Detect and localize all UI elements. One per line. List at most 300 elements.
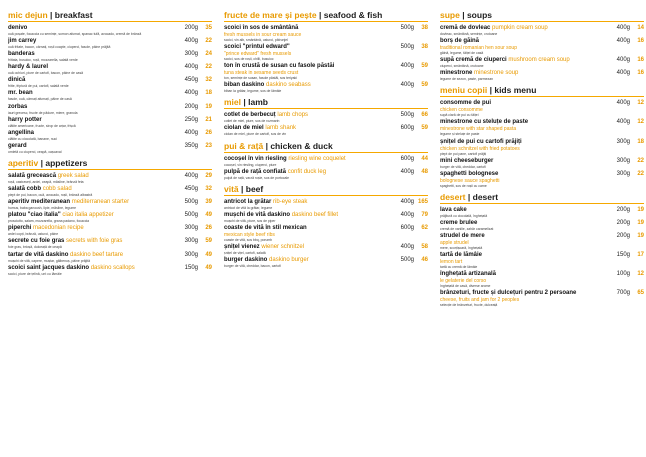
menu-item-description: ouă ochiuri, piure de cartofi, bacon, pâine de casă bbox=[8, 71, 84, 76]
menu-item-description: piept de pui, bacon, ouă, avocado, roșii, brânză albastră bbox=[8, 193, 93, 198]
menu-item-description: burger de vită, cheddar, bacon, cartofi bbox=[224, 264, 281, 269]
menu-item-subtitle: le gelaterie del corso bbox=[440, 278, 487, 285]
menu-item-description: clătite americane, fructe, sirop de arțar, frișcă bbox=[8, 123, 76, 128]
section-title-separator: | bbox=[465, 191, 473, 202]
menu-item-price: 19 bbox=[637, 206, 644, 213]
menu-item-row bbox=[440, 251, 644, 259]
menu-item-row bbox=[224, 155, 428, 163]
menu-item bbox=[440, 69, 644, 81]
menu-item-description: cotlet de miel, piure, sos de rozmarin bbox=[224, 119, 280, 124]
menu-item-name bbox=[440, 157, 604, 165]
menu-item-name-ro: gerard bbox=[8, 142, 27, 149]
section-title-en: kids menu bbox=[494, 85, 537, 96]
menu-item-subtitle: lemon tart bbox=[440, 259, 463, 266]
menu-item-name bbox=[224, 62, 388, 70]
menu-item-name-ro: scoici în sos de smântână bbox=[224, 25, 299, 31]
menu-item-price: 14 bbox=[637, 25, 644, 31]
menu-item-description: fritte, friptură de pui, cartofi, salată verde bbox=[8, 84, 69, 89]
menu-item bbox=[8, 264, 212, 276]
menu-item-description: frittata, busuioc, roșii, mozzarella, salată verde bbox=[8, 58, 78, 63]
menu-item bbox=[8, 172, 212, 184]
section-title-ro: fructe de mare și pește bbox=[224, 10, 317, 20]
menu-item-name-en: riesling wine coquelet bbox=[288, 155, 346, 162]
menu-item-quantity: 400g bbox=[184, 129, 198, 136]
menu-item-quantity: 600g bbox=[400, 155, 414, 162]
menu-item-description: clătite cu ciocolată, banane, nuci bbox=[8, 136, 58, 141]
menu-item bbox=[440, 270, 644, 288]
menu-item-row bbox=[440, 232, 644, 240]
menu-section bbox=[224, 184, 428, 268]
section-title-en: soups bbox=[466, 10, 492, 20]
menu-item-description: roșii, castraveți, ardei, ceapă, măsline, brânză feta bbox=[8, 179, 84, 184]
menu-item bbox=[440, 138, 644, 156]
menu-item bbox=[440, 251, 644, 269]
menu-item-name bbox=[8, 185, 172, 193]
menu-item-price: 32 bbox=[205, 186, 212, 193]
menu-item-name-en: greek salad bbox=[57, 172, 89, 179]
menu-item bbox=[8, 89, 212, 101]
menu-item-row bbox=[8, 224, 212, 232]
menu-item-description: tartă cu cremă de lămâie bbox=[440, 265, 478, 270]
menu-item-description: legume de sezon, paste, parmezan bbox=[440, 77, 493, 82]
menu-item-row bbox=[8, 237, 212, 245]
menu-item-name bbox=[440, 251, 604, 259]
menu-item-name-ro: zorbas bbox=[8, 103, 28, 110]
menu-item-row bbox=[224, 43, 428, 51]
menu-item-name bbox=[440, 118, 604, 126]
menu-item-quantity: 300g bbox=[616, 138, 630, 145]
menu-item-subtitle: fresh mussels in sour cream sauce bbox=[224, 32, 302, 38]
menu-item-quantity: 400g bbox=[400, 63, 414, 70]
menu-item-quantity: 400g bbox=[400, 211, 414, 218]
section-title-ro: miel bbox=[224, 97, 242, 108]
section-title-ro: mic dejun bbox=[8, 10, 48, 20]
menu-item-description: ouă poșate, focaccia cu semințe, somon afumat, spanac tufă, avocado, cremă de brânză bbox=[8, 32, 142, 36]
menu-item-quantity: 400g bbox=[400, 198, 414, 205]
menu-item-description: prosciutto, salam, mozzarella, grana padano, focaccia bbox=[8, 219, 90, 224]
menu-item-price: 38 bbox=[421, 25, 428, 31]
menu-item-subtitle: minestrone with star shaped pasta bbox=[440, 126, 517, 133]
menu-item-row bbox=[440, 270, 644, 278]
menu-item-row bbox=[8, 116, 212, 124]
menu-item bbox=[440, 157, 644, 169]
menu-item-name-ro: hardy & laurel bbox=[8, 64, 49, 71]
section-title-en: lamb bbox=[248, 97, 268, 108]
menu-item-name-en: macedonian recipe bbox=[33, 225, 84, 232]
menu-item-name-ro: înghețată artizanală bbox=[440, 271, 497, 278]
menu-item-name-ro: strudel de mere bbox=[440, 233, 485, 240]
menu-item-price: 49 bbox=[205, 264, 212, 271]
menu-item-price: 22 bbox=[205, 38, 212, 45]
menu-item-name-en: secrets with foie gras bbox=[66, 238, 123, 245]
menu-item-name-en: daskino seabass bbox=[266, 82, 311, 89]
section-heading bbox=[440, 85, 644, 97]
menu-item-subtitle: traditional romanian hen sour soup bbox=[440, 45, 517, 52]
menu-item-name-en: lamb chops bbox=[277, 112, 309, 119]
menu-item-description: antricot de vită la grătar, legume bbox=[224, 205, 273, 210]
section-title-separator: | bbox=[241, 97, 249, 108]
menu-item-name-ro: borș de găină bbox=[440, 38, 480, 45]
menu-item-name bbox=[224, 224, 388, 232]
section-heading bbox=[224, 141, 428, 153]
menu-item bbox=[224, 111, 428, 123]
menu-item-name-en: wiener schnitzel bbox=[261, 244, 305, 251]
menu-item-price: 59 bbox=[205, 238, 212, 245]
menu-item-name bbox=[8, 37, 172, 45]
menu-section bbox=[440, 192, 644, 308]
menu-item-row bbox=[8, 50, 212, 58]
menu-item-name-ro: antricot la grătar bbox=[224, 198, 272, 205]
menu-item-price: 62 bbox=[421, 224, 428, 231]
menu-item-description: mușchi de vită, capere, muștar, gălbenuș, pâine prăjită bbox=[8, 258, 90, 263]
menu-item bbox=[8, 103, 212, 115]
menu-item-price: 12 bbox=[637, 271, 644, 278]
menu-item-name bbox=[224, 43, 388, 51]
menu-item-row bbox=[224, 81, 428, 89]
menu-item-quantity: 200g bbox=[616, 233, 630, 240]
menu-item-name-ro: platou "ciao italia" bbox=[8, 212, 61, 219]
menu-item-row bbox=[440, 118, 644, 126]
menu-item-name-en: confit duck leg bbox=[287, 168, 327, 175]
menu-item-description: pulpă de rață, varză roșie, sos de portocale bbox=[224, 175, 290, 180]
menu-item-quantity: 500g bbox=[400, 112, 414, 119]
menu-item-name-en: daskino burger bbox=[269, 257, 309, 264]
menu-section bbox=[440, 85, 644, 187]
menu-item-name-en: daskino beef tartare bbox=[70, 251, 124, 258]
menu-item-quantity: 400g bbox=[616, 119, 630, 126]
menu-item-name bbox=[440, 219, 604, 227]
menu-item-description: mușchi de vită, piure, sos de piper bbox=[224, 218, 276, 223]
menu-item-description: ouă fritate, bacon, cârnați, roșii coapte, ciuperci, fasole, pâine prăjită bbox=[8, 45, 111, 50]
menu-item-name bbox=[8, 237, 172, 245]
menu-item-price: 12 bbox=[637, 119, 644, 126]
menu-item bbox=[224, 224, 428, 242]
menu-item-name-en: cobb salad bbox=[42, 186, 72, 193]
menu-item-name-ro: aperitiv mediteranean bbox=[8, 199, 71, 206]
section-title-en: beef bbox=[245, 183, 264, 194]
menu-item-row bbox=[224, 124, 428, 132]
menu-item-name bbox=[8, 50, 172, 58]
menu-item-price: 19 bbox=[205, 103, 212, 110]
menu-item-row bbox=[8, 172, 212, 180]
menu-item-row bbox=[8, 89, 212, 97]
section-heading bbox=[440, 10, 644, 22]
menu-item-quantity: 200g bbox=[616, 219, 630, 226]
menu-item-quantity: 400g bbox=[616, 57, 630, 64]
menu-item-name-en: lamb shank bbox=[265, 125, 297, 132]
menu-item bbox=[440, 206, 644, 218]
menu-item bbox=[8, 37, 212, 49]
menu-item-quantity: 500g bbox=[400, 25, 414, 31]
section-title-ro: vită bbox=[224, 183, 239, 194]
menu-item bbox=[440, 56, 644, 68]
menu-section bbox=[8, 158, 212, 276]
menu-item-row bbox=[440, 219, 644, 227]
menu-item-description: cocoșel, vin riesling, ciuperci, piure bbox=[224, 162, 277, 167]
menu-item-name-ro: lava cake bbox=[440, 206, 467, 213]
menu-item-price: 32 bbox=[205, 77, 212, 84]
menu-item-description: ardei copți, brânză, usturoi, pâine bbox=[8, 232, 59, 237]
menu-item-row bbox=[440, 289, 644, 297]
section-heading bbox=[8, 10, 212, 22]
menu-item-description: ton, semințe de susan, fasole păstăi, sos teriyaki bbox=[224, 76, 297, 81]
menu-item-price: 23 bbox=[205, 142, 212, 149]
menu-item-row bbox=[440, 157, 644, 165]
menu-item-price: 165 bbox=[417, 198, 428, 205]
menu-item-price: 58 bbox=[421, 244, 428, 251]
menu-item bbox=[8, 185, 212, 197]
menu-item-subtitle: "prince edward" fresh mussels bbox=[224, 51, 292, 58]
section-heading bbox=[440, 192, 644, 204]
menu-item bbox=[8, 24, 212, 36]
menu-item-row bbox=[440, 37, 644, 45]
menu-item-row bbox=[440, 138, 644, 146]
menu-item-name bbox=[8, 264, 172, 272]
menu-item-price: 21 bbox=[205, 116, 212, 123]
menu-section bbox=[224, 10, 428, 93]
menu-item-row bbox=[440, 170, 644, 178]
menu-item-name-ro: salată grecească bbox=[8, 172, 57, 179]
menu-item-subtitle: tuna steak in sesame seeds crust bbox=[224, 70, 299, 77]
menu-section bbox=[8, 10, 212, 154]
menu-item-quantity: 150g bbox=[616, 252, 630, 259]
menu-item-name bbox=[224, 111, 388, 119]
menu-item-name bbox=[224, 211, 388, 219]
menu-item bbox=[224, 24, 428, 42]
menu-item-description: șnițel de vițel, cartofi, salată bbox=[224, 251, 266, 256]
menu-item-row bbox=[440, 56, 644, 64]
section-title-en: breakfast bbox=[54, 10, 93, 20]
menu-item-quantity: 400g bbox=[616, 25, 630, 31]
menu-item-name-ro: șnițel de pui cu cartofi prăjiți bbox=[440, 138, 522, 145]
menu-item-name bbox=[224, 155, 388, 163]
menu-item-price: 38 bbox=[421, 44, 428, 51]
menu-item-name bbox=[8, 103, 172, 111]
menu-item-name-en: ciao italia appetizer bbox=[62, 212, 114, 219]
menu-item-quantity: 400g bbox=[400, 168, 414, 175]
menu-item-row bbox=[440, 206, 644, 214]
menu-column-3 bbox=[440, 10, 644, 453]
menu-item-name bbox=[440, 270, 604, 278]
menu-item bbox=[8, 198, 212, 210]
menu-item-name-ro: piperchi bbox=[8, 225, 32, 232]
menu-item-price: 17 bbox=[637, 252, 644, 259]
menu-item-name-ro: angellina bbox=[8, 129, 35, 136]
menu-item-row bbox=[8, 63, 212, 71]
menu-item-subtitle: mexican style beef ribs bbox=[224, 231, 275, 238]
menu-item-description: scoici, vin alb, smântână, usturoi, pătrunjel bbox=[224, 38, 288, 42]
menu-item-name-ro: consomme de pui bbox=[440, 100, 492, 107]
menu-item-quantity: 450g bbox=[184, 186, 198, 193]
menu-item-row bbox=[224, 224, 428, 232]
menu-item-price: 48 bbox=[421, 168, 428, 175]
menu-item-quantity: 200g bbox=[616, 206, 630, 213]
menu-item bbox=[224, 155, 428, 167]
menu-item-quantity: 600g bbox=[400, 125, 414, 132]
menu-item-name-ro: tartă de lămâie bbox=[440, 252, 483, 259]
menu-item-price: 49 bbox=[205, 212, 212, 219]
menu-item-description: scoici, sos de roșii, chilli, busuioc bbox=[224, 57, 274, 62]
section-heading bbox=[8, 158, 212, 170]
menu-item-quantity: 200g bbox=[184, 25, 198, 31]
section-title-separator: | bbox=[263, 140, 271, 151]
menu-column-1 bbox=[8, 10, 212, 453]
menu-item-price: 49 bbox=[205, 251, 212, 258]
menu-item-subtitle: chicken schnitzel with fried potatoes bbox=[440, 145, 520, 152]
menu-section bbox=[224, 141, 428, 180]
menu-item bbox=[440, 24, 644, 36]
menu-item-quantity: 400g bbox=[184, 38, 198, 45]
menu-item-name bbox=[440, 24, 604, 32]
menu-item-name bbox=[224, 81, 388, 89]
menu-item-description: selecție de brânzeturi, fructe, dulceață bbox=[440, 303, 498, 308]
menu-item-quantity: 250g bbox=[184, 116, 198, 123]
menu-item bbox=[8, 129, 212, 141]
menu-item-name bbox=[440, 170, 604, 178]
menu-item bbox=[440, 37, 644, 55]
menu-item-description: dovleac, smântână, semințe, crutoane bbox=[440, 32, 498, 36]
menu-item-name-ro: mini cheeseburger bbox=[440, 157, 494, 164]
menu-item bbox=[440, 232, 644, 250]
menu-item-description: spaghetti, sos de roșii cu carne bbox=[440, 183, 487, 188]
menu-item-quantity: 400g bbox=[184, 90, 198, 97]
menu-item-name-ro: mușchi de vită daskino bbox=[224, 211, 291, 218]
menu-item-name-ro: cotlet de berbecuț bbox=[224, 112, 276, 119]
menu-item-name bbox=[440, 99, 604, 107]
menu-item-quantity: 700g bbox=[616, 290, 630, 297]
menu-item-price: 65 bbox=[637, 290, 644, 297]
menu-item-price: 29 bbox=[205, 172, 212, 179]
menu-item-description: humus, baba ganoush, lipie, măsline, legume bbox=[8, 206, 77, 211]
menu-item bbox=[440, 219, 644, 231]
menu-item-row bbox=[8, 103, 212, 111]
menu-item-quantity: 400g bbox=[400, 82, 414, 89]
menu-item-name-ro: burger daskino bbox=[224, 257, 268, 264]
menu-item-name-ro: ciolan de miel bbox=[224, 125, 264, 132]
menu-item-name-ro: minestrone bbox=[440, 70, 473, 77]
menu-item-name-en: minestrone soup bbox=[474, 70, 519, 77]
menu-item-price: 16 bbox=[637, 70, 644, 77]
menu-item-price: 26 bbox=[205, 129, 212, 136]
menu-item-name-ro: dinică bbox=[8, 77, 26, 84]
menu-item-row bbox=[224, 211, 428, 219]
menu-item-name-ro: supă cremă de ciuperci bbox=[440, 57, 507, 64]
menu-item-name-en: pumpkin cream soup bbox=[492, 25, 548, 31]
menu-item-description: legume și steluțe de paste bbox=[440, 132, 480, 137]
menu-item-price: 79 bbox=[421, 211, 428, 218]
menu-item-quantity: 300g bbox=[184, 225, 198, 232]
menu-item-description: biban la grătar, legume, sos de lămâie bbox=[224, 89, 282, 94]
menu-item-row bbox=[224, 243, 428, 251]
menu-item-name bbox=[440, 232, 604, 240]
menu-item-name-ro: biban daskino bbox=[224, 82, 265, 89]
menu-item-name-ro: denivo bbox=[8, 25, 28, 31]
menu-item-quantity: 400g bbox=[616, 38, 630, 45]
section-title-separator: | bbox=[38, 157, 46, 168]
menu-item-quantity: 300g bbox=[616, 170, 630, 177]
section-title-en: seafood & fish bbox=[323, 10, 383, 20]
menu-item-price: 39 bbox=[205, 199, 212, 206]
menu-item-name-ro: cocoșel în vin riesling bbox=[224, 155, 287, 162]
menu-item-row bbox=[8, 251, 212, 259]
section-title-separator: | bbox=[47, 10, 55, 20]
menu-item-name-en: mushroom cream soup bbox=[508, 57, 570, 64]
menu-item-name bbox=[8, 63, 172, 71]
menu-item-name-ro: pulpă de rață confiată bbox=[224, 168, 287, 175]
menu-item-name-en: daskino scallops bbox=[90, 264, 135, 271]
menu-item-name bbox=[8, 211, 172, 219]
menu-item-name bbox=[8, 24, 172, 32]
menu-item-row bbox=[8, 198, 212, 206]
menu-item-row bbox=[8, 185, 212, 193]
menu-item-description: iaurt grecesc, fructe de pădure, miere, granola bbox=[8, 110, 78, 115]
menu-item bbox=[440, 170, 644, 188]
menu-item-description: foie gras, brioșă, dulceață de ceapă bbox=[8, 245, 62, 250]
menu-item-description: prăjitură cu ciocolată, înghețată bbox=[440, 213, 488, 218]
menu-item-price: 59 bbox=[421, 125, 428, 132]
menu-item-name bbox=[224, 243, 388, 251]
menu-item-quantity: 100g bbox=[616, 271, 630, 278]
menu-item-name-ro: scoici "printul edward" bbox=[224, 44, 290, 51]
menu-item-quantity: 400g bbox=[184, 172, 198, 179]
menu-item bbox=[224, 168, 428, 180]
menu-item-name bbox=[224, 124, 388, 132]
menu-item-name bbox=[440, 206, 604, 214]
menu-item-name bbox=[8, 116, 172, 124]
menu-item bbox=[8, 224, 212, 236]
menu-item bbox=[440, 99, 644, 117]
section-title-en: appetizers bbox=[45, 157, 88, 168]
menu-item-row bbox=[440, 24, 644, 32]
menu-item-name bbox=[224, 256, 388, 264]
menu-item-description: găină, legume, tăiței de casă bbox=[440, 51, 484, 56]
menu-item-row bbox=[440, 99, 644, 107]
menu-item-quantity: 600g bbox=[400, 224, 414, 231]
section-title-ro: aperitiv bbox=[8, 157, 39, 168]
menu-item-quantity: 200g bbox=[184, 103, 198, 110]
menu-item-price: 24 bbox=[205, 51, 212, 58]
menu-item-description: înghețată de casă, diverse arome bbox=[440, 284, 491, 289]
menu-item-description: omletă cu ciuperci, ceapă, cașcaval bbox=[8, 149, 62, 154]
menu-item-description: cremă de vanilie, zahăr caramelizat bbox=[440, 226, 494, 231]
menu-item-name-en: mediterranean starter bbox=[71, 199, 130, 206]
menu-item-price: 44 bbox=[421, 155, 428, 162]
menu-item-name bbox=[8, 251, 172, 259]
menu-item-name bbox=[440, 69, 604, 77]
menu-item-name-ro: mr. bean bbox=[8, 90, 33, 97]
menu-item-name bbox=[8, 89, 172, 97]
menu-item-row bbox=[224, 256, 428, 264]
menu-item-row bbox=[8, 37, 212, 45]
section-title-separator: | bbox=[316, 10, 324, 20]
menu-item-name-ro: jim carrey bbox=[8, 38, 37, 45]
menu-item-subtitle: apple strudel bbox=[440, 240, 469, 247]
menu-item-name-ro: harry potter bbox=[8, 116, 42, 123]
menu-item-description: ciuperci, smântână, crutoane bbox=[440, 64, 484, 69]
menu-item bbox=[224, 211, 428, 223]
menu-item-price: 22 bbox=[637, 157, 644, 164]
menu-item-name bbox=[8, 172, 172, 180]
menu-item-quantity: 400g bbox=[616, 70, 630, 77]
menu-item-row bbox=[224, 62, 428, 70]
menu-item-name-ro: salată cobb bbox=[8, 186, 42, 193]
section-title-ro: desert bbox=[440, 191, 466, 202]
menu-item-price: 46 bbox=[421, 257, 428, 264]
section-title-ro: pui & rață bbox=[224, 140, 264, 151]
menu-item-quantity: 500g bbox=[400, 257, 414, 264]
menu-item-price: 12 bbox=[637, 100, 644, 107]
menu-item-quantity: 300g bbox=[616, 157, 630, 164]
